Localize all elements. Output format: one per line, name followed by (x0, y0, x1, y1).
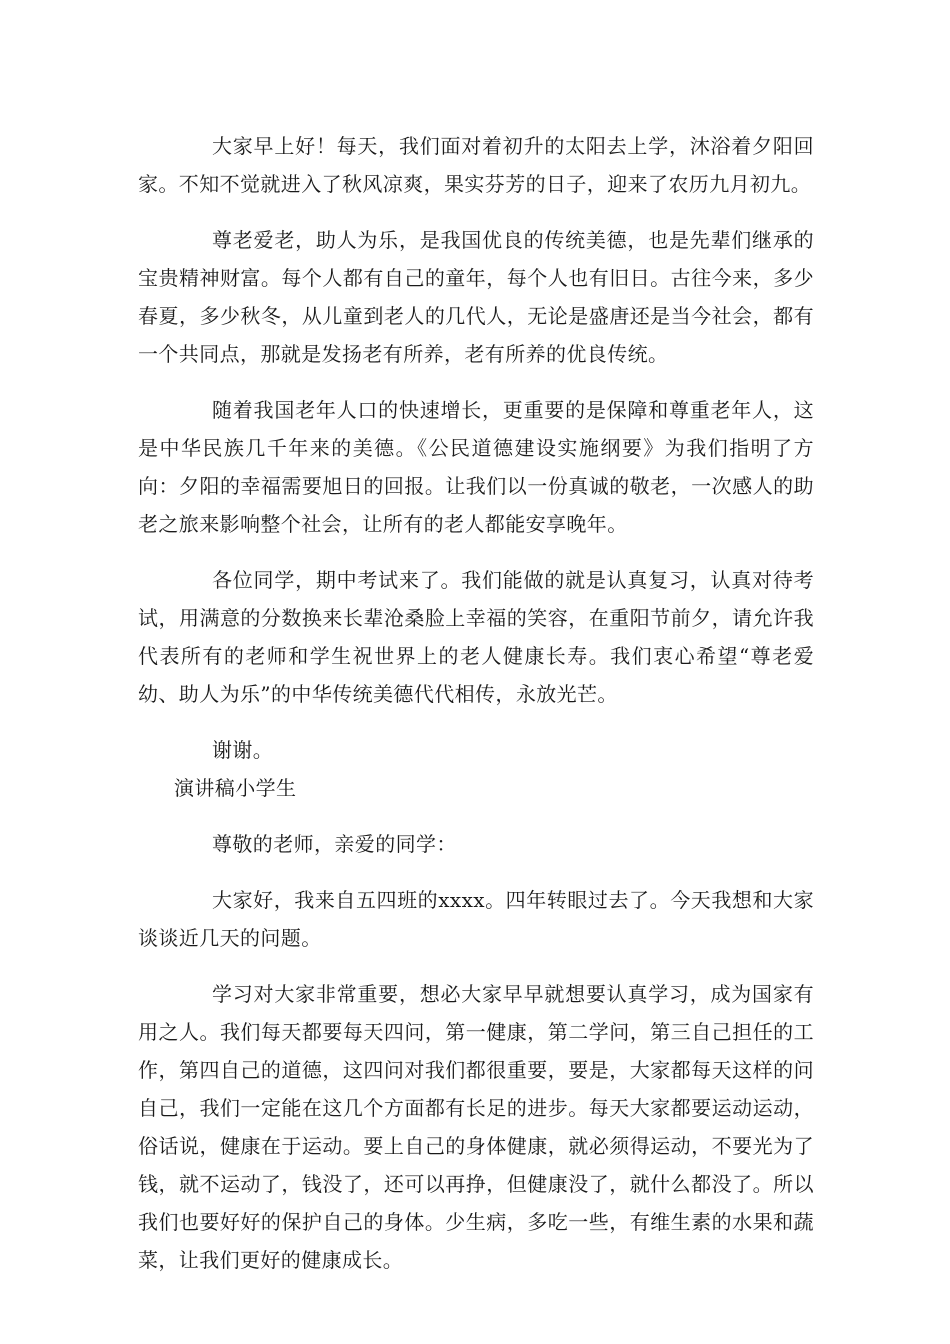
paragraph-study-health: 学习对大家非常重要，想必大家早早就想要认真学习，成为国家有用之人。我们每天都要每天四问，第一健康，第二学问，第三自己担任的工作，第四自己的道德，这四问对我们都很重要，要是，大家都每天这样的问自己，我们一定能在这几个方面都有长足的进步。每天大家都要运动运动，俗话说，健康在于运动。要上自己的身体健康，就必须得运动，不要光为了钱，就不运动了，钱没了，还可以再挣，但健康没了，就什么都没了。所以我们也要好好的保护自己的身体。少生病，多吃一些，有维生素的水果和蔬菜，让我们更好的健康成长。 (138, 982, 814, 1272)
paragraph-greeting: 大家早上好！每天，我们面对着初升的太阳去上学，沐浴着夕阳回家。不知不觉就进入了秋风凉爽，果实芬芳的日子，迎来了农历九月初九。 (138, 134, 814, 196)
paragraph-aging-population: 随着我国老年人口的快速增长，更重要的是保障和尊重老年人，这是中华民族几千年来的美德。《公民道德建设实施纲要》为我们指明了方向：夕阳的幸福需要旭日的回报。让我们以一份真诚的敬老，一次感人的助老之旅来影响整个社会，让所有的老人都能安享晚年。 (138, 398, 814, 536)
paragraph-respect-elders: 尊老爱老，助人为乐，是我国优良的传统美德，也是先辈们继承的宝贵精神财富。每个人都有自己的童年，每个人也有旧日。古往今来，多少春夏，多少秋冬，从儿童到老人的几代人，无论是盛唐还是当今社会，都有一个共同点，那就是发扬老有所养，老有所养的优良传统。 (138, 228, 814, 366)
speech-subtitle: 演讲稿小学生 (174, 776, 297, 800)
document-body (138, 127, 814, 1279)
paragraph-salutation: 尊敬的老师，亲爱的同学： (212, 832, 457, 856)
paragraph-introduction: 大家好，我来自五四班的xxxx。四年转眼过去了。今天我想和大家谈谈近几天的问题。 (138, 888, 814, 950)
paragraph-midterm-exam: 各位同学，期中考试来了。我们能做的就是认真复习，认真对待考试，用满意的分数换来长辈沧桑脸上幸福的笑容，在重阳节前夕，请允许我代表所有的老师和学生祝世界上的老人健康长寿。我们衷心希望“尊老爱幼、助人为乐”的中华传统美德代代相传，永放光芒。 (138, 568, 814, 706)
paragraph-thanks: 谢谢。 (212, 738, 274, 762)
